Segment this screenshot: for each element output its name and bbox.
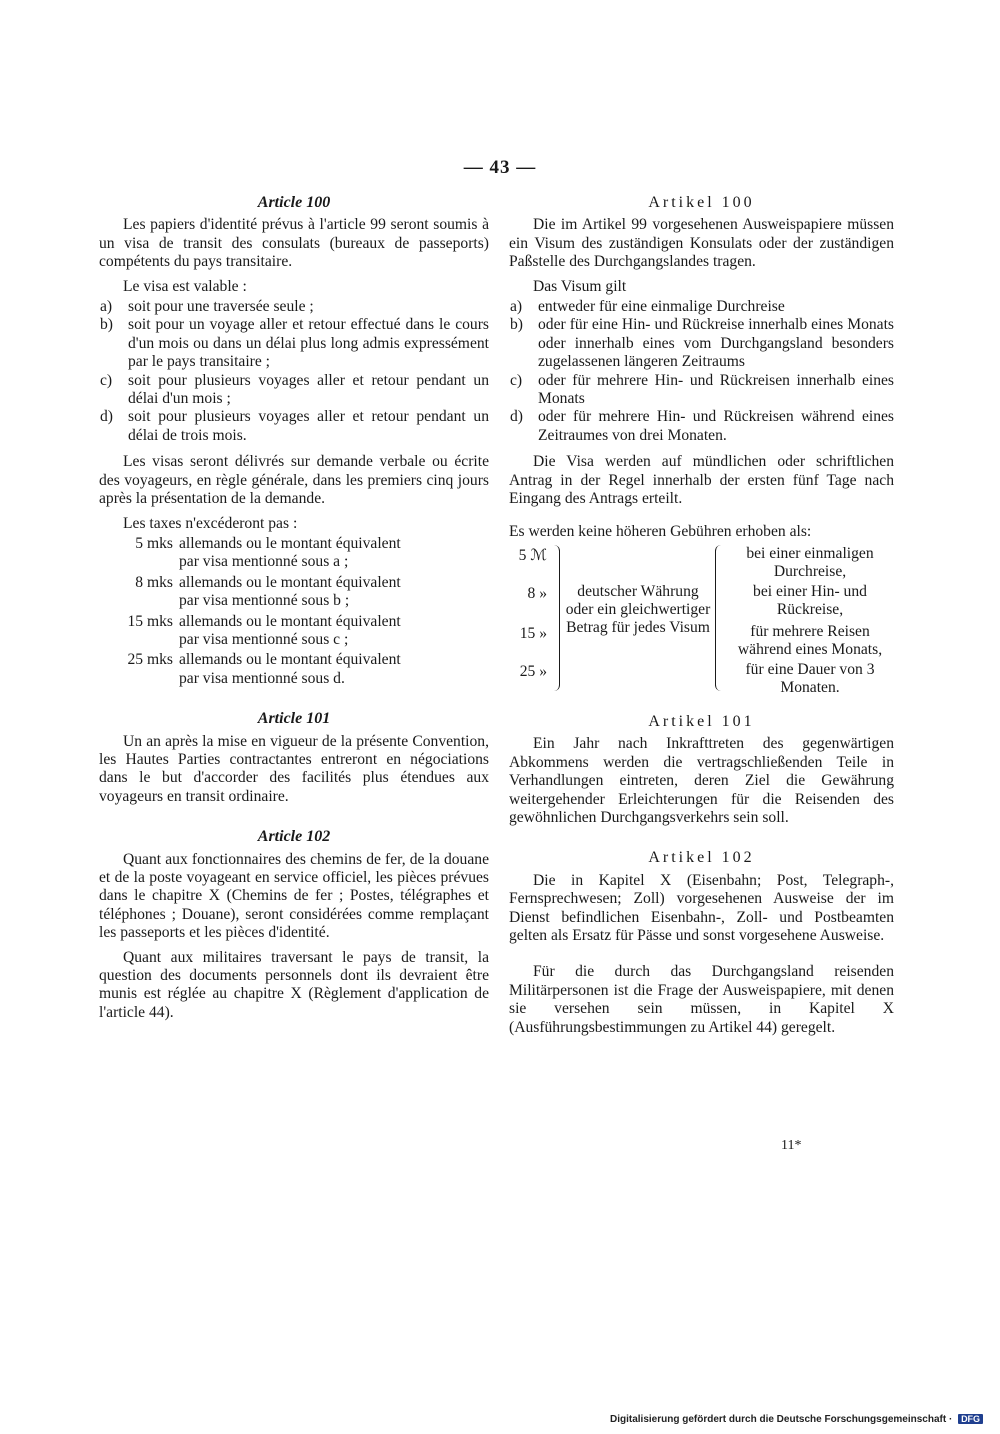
footer-text: Digitalisierung gefördert durch die Deutsche Forschungsgemeinschaft · (610, 1414, 953, 1425)
fee-amount: 15 mks (127, 612, 173, 630)
article-102-title-fr: Article 102 (257, 828, 331, 846)
fee-amount: 25 » (519, 662, 547, 680)
page-signature-mark: 11* (781, 1138, 802, 1153)
list-text: oder für mehrere Hin- und Rückreisen während eines Zeitraumes von drei Monaten. (538, 408, 894, 444)
list-item (99, 372, 489, 409)
fee-text: allemands ou le montant équivalent (179, 612, 401, 630)
german-column (509, 190, 894, 1043)
article-100-fees-intro-fr: Les taxes n'excéderont pas : (123, 514, 298, 532)
article-100-paragraph-1-fr: Les papiers d'identité prévus à l'article 99 seront soumis à un visa de transit des consulats (bureaux de passeports) compétents du pays transitaire. (99, 216, 489, 271)
article-100-intro-de: Das Visum gilt (533, 277, 627, 295)
article-100-list-fr (99, 298, 489, 445)
fee-amount: 8 » (527, 584, 547, 602)
article-100-paragraph-2-de: Die Visa werden auf mündlichen oder schriftlichen Antrag in der Regel innerhalb der ersten fünf Tage nach Eingang des Antrags erteilt. (509, 453, 894, 508)
page-number: — 43 — (463, 157, 537, 178)
list-item (509, 372, 894, 409)
list-marker: b) (510, 316, 523, 334)
digitization-footer (610, 1414, 983, 1425)
list-text: soit pour plusieurs voyages aller et retour pendant un délai de trois mois. (128, 408, 489, 444)
list-text: oder für mehrere Hin- und Rückreisen innerhalb eines Monats (538, 371, 894, 408)
article-101-title-fr: Article 101 (257, 710, 331, 728)
list-item (99, 316, 489, 371)
fee-condition: für mehrere Reisen während eines Monats, (737, 622, 883, 658)
list-item (509, 298, 894, 316)
article-102-paragraph-1-fr: Quant aux fonctionnaires des chemins de fer, de la douane et de la poste voyageant en service officiel, les pièces prévues dans le chapitre X (Chemins de fer ; Postes, télégraphes et téléphones ; Douane), seront considérées comme remplaçant les passeports et les pièces d'identité. (99, 850, 489, 942)
article-100-title-fr: Article 100 (257, 194, 331, 211)
article-101-title-de: Artikel 101 (648, 712, 755, 730)
fee-text-2: par visa mentionné sous a ; (179, 553, 349, 571)
article-100-fees-intro-de: Es werden keine höheren Gebühren erhoben als: (509, 522, 812, 540)
list-marker: d) (100, 408, 113, 426)
list-item (99, 408, 489, 445)
fee-condition: bei einer Hin- und Rückreise, (753, 582, 867, 618)
list-text: entweder für eine einmalige Durchreise (538, 298, 785, 316)
article-100-intro-fr: Le visa est valable : (123, 277, 247, 295)
article-102-paragraph-2-fr: Quant aux militaires traversant le pays de transit, la question des documents personnels dont ils devraient être munis est réglée au chapitre X (Règlement d'application de l'article 44). (99, 948, 489, 1021)
list-marker: d) (510, 408, 523, 426)
fee-condition: bei einer einmaligen Durchreise, (746, 544, 874, 580)
fee-table-de (509, 545, 894, 695)
french-column (99, 190, 489, 1028)
list-marker: a) (510, 298, 523, 316)
list-item (509, 316, 894, 371)
fee-row (99, 613, 489, 650)
fee-amount: 5 ℳ (518, 546, 547, 564)
list-marker: b) (100, 316, 113, 334)
brace-right (715, 545, 724, 691)
fee-amount: 5 mks (135, 534, 173, 552)
list-marker: a) (100, 298, 113, 316)
fee-condition: für eine Dauer von 3 Monaten. (745, 660, 875, 696)
article-100-paragraph-2-fr: Les visas seront délivrés sur demande verbale ou écrite des voyageurs, en règle générale, dans les premiers cinq jours après la présentation de la demande. (99, 453, 489, 508)
list-text: soit pour une traversée seule ; (128, 298, 314, 316)
fee-text-2: par visa mentionné sous d. (179, 669, 345, 687)
fee-currency-text: deutscher Währung oder ein gleichwertiger Betrag für jedes Visum (565, 582, 711, 636)
article-100-title-de: Artikel 100 (648, 194, 755, 211)
article-102-title-de: Artikel 102 (648, 849, 755, 867)
list-item (509, 408, 894, 445)
fee-text-2: par visa mentionné sous c ; (179, 630, 349, 648)
fee-text-2: par visa mentionné sous b ; (179, 592, 350, 610)
fee-amount: 25 mks (127, 651, 173, 669)
list-text: soit pour un voyage aller et retour effectué dans le cours d'un mois ou dans un délai plus long admis expressément par le pays transitaire ; (128, 316, 489, 371)
fee-row (99, 535, 489, 572)
article-102-paragraph-2-de: Für die durch das Durchgangsland reisenden Militärpersonen ist die Frage der Ausweispapiere, mit denen sie versehen sein müssen, in Kapitel X (Ausführungsbestimmungen zu Artikel 44) geregelt. (509, 963, 894, 1036)
list-text: oder für eine Hin- und Rückreise innerhalb eines Monats oder innerhalb eines vom Durchgangsland besonders zugelassenen längeren Zeitraums (538, 316, 894, 371)
dfg-logo: DFG (958, 1414, 983, 1424)
article-101-paragraph-fr: Un an après la mise en vigueur de la présente Convention, les Hautes Parties contractantes entreront en négociations dans le but d'accorder des facilités plus étendues aux voyageurs en transit ordinaire. (99, 732, 489, 805)
list-text: soit pour plusieurs voyages aller et retour pendant un délai d'un mois ; (128, 371, 489, 408)
article-102-paragraph-1-de: Die in Kapitel X (Eisenbahn; Post, Telegraph-, Fernsprechwesen; Zoll) vorgesehenen Ausweise der im Dienst befindlichen Eisenbahn-, Zoll- und Postbeamten gelten als Ersatz für Pässe und sonst vorgesehene Ausweise. (509, 871, 894, 944)
fee-row (99, 574, 489, 611)
fee-amount: 15 » (519, 624, 547, 642)
article-100-list-de (509, 298, 894, 445)
bracket-left (551, 545, 560, 691)
fee-text: allemands ou le montant équivalent (179, 651, 401, 669)
fee-row (99, 651, 489, 688)
article-100-paragraph-1-de: Die im Artikel 99 vorgesehenen Ausweispapiere müssen ein Visum des zuständigen Konsulats oder der zuständigen Paßstelle des Durchgangslandes tragen. (509, 216, 894, 271)
fee-text: allemands ou le montant équivalent (179, 573, 401, 591)
list-item (99, 298, 489, 316)
article-101-paragraph-de: Ein Jahr nach Inkrafttreten des gegenwärtigen Abkommens werden die vertragschließenden Teile in Verhandlungen eintreten, deren Ziel die Gewährung weitergehender Erleichterungen für die Reisenden des gewöhnlichen Durchgangsverkehrs sein soll. (509, 735, 894, 826)
list-marker: c) (510, 371, 523, 389)
fee-text: allemands ou le montant équivalent (179, 534, 401, 552)
list-marker: c) (100, 371, 113, 389)
fee-amount: 8 mks (135, 573, 173, 591)
